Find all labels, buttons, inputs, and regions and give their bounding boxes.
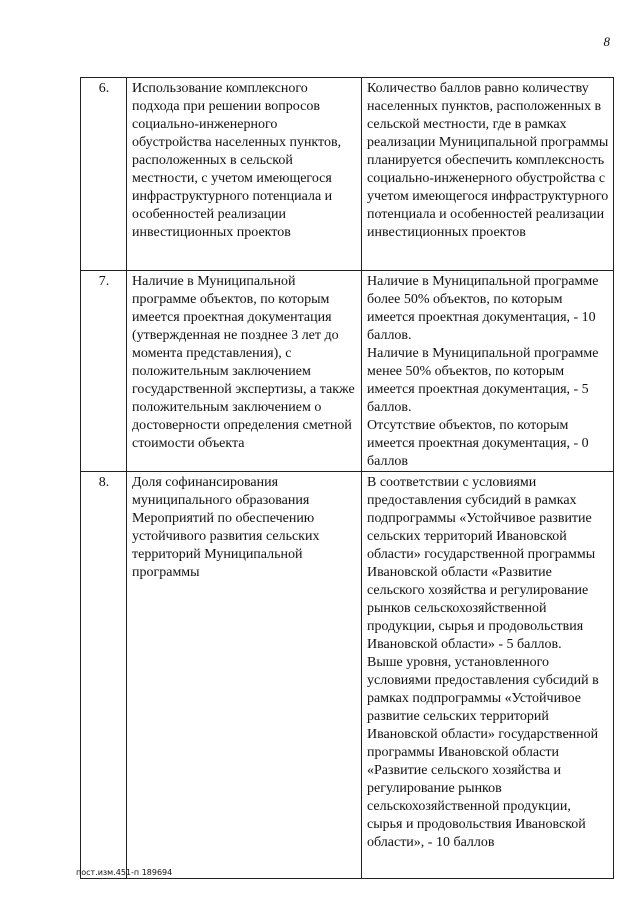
- table-row: [81, 472, 614, 879]
- row-number: 6.: [81, 78, 127, 271]
- criteria-table: [80, 77, 614, 879]
- criterion-cell: Использование комплексного подхода при решении вопросов социально-инженерного обустройства населенных пунктов, расположенных в сельской местности, с учетом имеющегося инфраструктурного потенциала и особенностей реализации инвестиционных проектов: [127, 78, 362, 271]
- score-cell: Количество баллов равно количеству населенных пунктов, расположенных в сельской местности, где в рамках реализации Муниципальной программы планируется обеспечить комплексность социально-инженерного обустройства с учетом имеющегося инфраструктурного потенциала и особенностей реализации инвестиционных проектов: [362, 78, 614, 271]
- row-number: 8.: [81, 472, 127, 879]
- criterion-cell: Доля софинансирования муниципального образования Мероприятий по обеспечению устойчивого развития сельских территорий Муниципальной программы: [127, 472, 362, 879]
- table-row: [81, 78, 614, 271]
- score-cell: Наличие в Муниципальной программе более 50% объектов, по которым имеется проектная документация, - 10 баллов. Наличие в Муниципальной программе менее 50% объектов, по которым имеется проектная документация, - 5 баллов. Отсутствие объектов, по которым имеется проектная документация, - 0 баллов: [362, 271, 614, 472]
- score-cell: В соответствии с условиями предоставления субсидий в рамках подпрограммы «Устойчивое развитие сельских территорий Ивановской области» государственной программы Ивановской области «Развитие сельского хозяйства и регулирование рынков сельскохозяйственной продукции, сырья и продовольствия Ивановской области» - 5 баллов. Выше уровня, установленного условиями предоставления субсидий в рамках подпрограммы «Устойчивое развитие сельских территорий Ивановской области» государственной программы Ивановской области «Развитие сельского хозяйства и регулирование рынков сельскохозяйственной продукции, сырья и продовольствия Ивановской области», - 10 баллов: [362, 472, 614, 879]
- row-number: 7.: [81, 271, 127, 472]
- table-row: [81, 271, 614, 472]
- criterion-cell: Наличие в Муниципальной программе объектов, по которым имеется проектная документация (утвержденная не позднее 3 лет до момента представления), с положительным заключением государственной экспертизы, а также положительным заключением о достоверности определения сметной стоимости объекта: [127, 271, 362, 472]
- document-footer: пост.изм.451-п 189694: [76, 868, 173, 877]
- page-number: 8: [603, 34, 610, 49]
